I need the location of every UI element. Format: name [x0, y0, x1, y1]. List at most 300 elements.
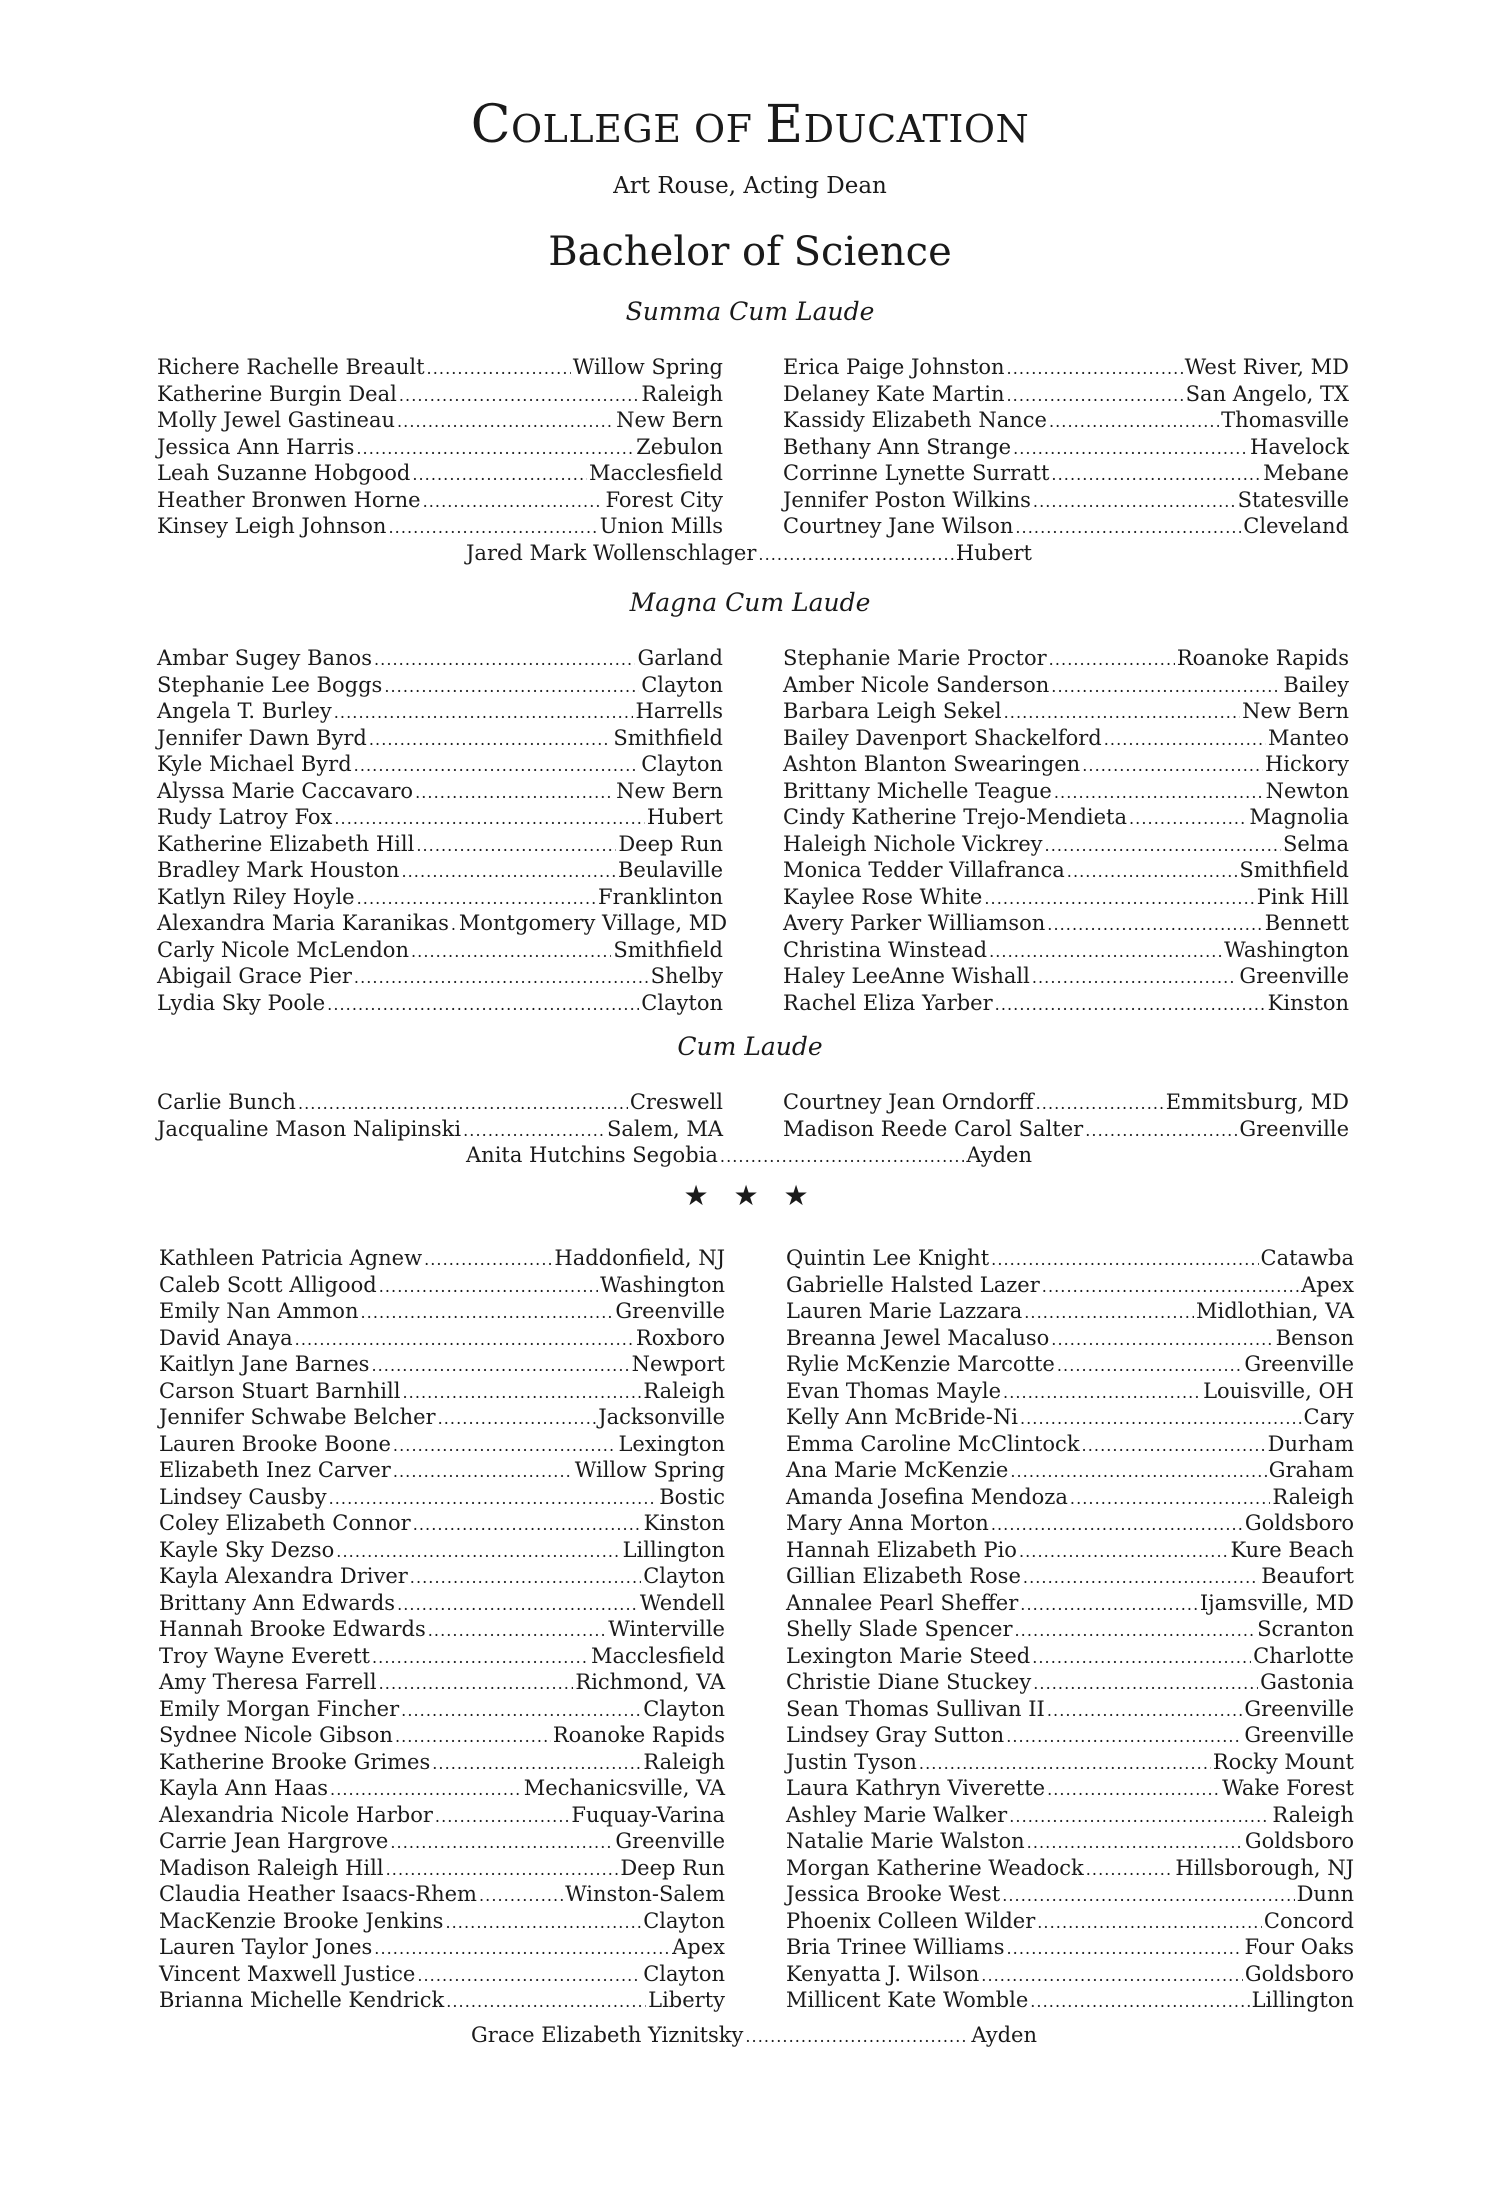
- hometown: San Angelo, TX: [1185, 381, 1349, 406]
- leader-dots: [330, 1777, 522, 1804]
- graduate-entry: [159, 1431, 725, 1458]
- graduate-entry: [157, 990, 723, 1017]
- cum-heading: Cum Laude: [677, 1032, 823, 1061]
- graduate-name: Jessica Brooke West: [786, 1882, 1001, 1906]
- graduate-entry: [157, 354, 723, 381]
- cum-right-column: [783, 1089, 1349, 1142]
- leader-dots: [991, 1512, 1243, 1539]
- leader-dots: [1015, 515, 1241, 542]
- hometown: Greenville: [615, 1299, 725, 1323]
- graduate-entry: [159, 1696, 725, 1723]
- hometown: Midlothian, VA: [1195, 1299, 1354, 1323]
- hometown: Greenville: [615, 1829, 725, 1853]
- graduate-entry: [159, 1404, 725, 1431]
- graduate-entry: [786, 1961, 1354, 1988]
- leader-dots: [435, 1804, 570, 1831]
- hometown: Mechanicsville, VA: [523, 1776, 725, 1800]
- graduate-name: Ashley Marie Walker: [786, 1802, 1008, 1827]
- graduate-name: Bria Trinee Williams: [786, 1935, 1005, 1959]
- graduate-name: Corrinne Lynette Surratt: [783, 461, 1050, 485]
- hometown: Ayden: [966, 1143, 1032, 1167]
- hometown: Kure Beach: [1230, 1537, 1354, 1562]
- graduate-name: Stephanie Lee Boggs: [157, 672, 383, 697]
- leader-dots: [1057, 1353, 1243, 1380]
- graduate-entry: [159, 1934, 725, 1961]
- hometown: Raleigh: [643, 1378, 725, 1403]
- leader-dots: [423, 489, 604, 516]
- dean-line: Art Rouse, Acting Dean: [613, 173, 887, 199]
- graduate-entry: [783, 1116, 1349, 1143]
- graduate-entry: [159, 1855, 725, 1882]
- leader-dots: [1033, 489, 1236, 516]
- graduate-name: Kayla Alexandra Driver: [159, 1564, 408, 1588]
- hometown: Rocky Mount: [1212, 1749, 1354, 1774]
- leader-dots: [1015, 1618, 1256, 1645]
- hometown: Goldsboro: [1244, 1511, 1354, 1535]
- hometown: Emmitsburg, MD: [1165, 1090, 1349, 1114]
- leader-dots: [1027, 1830, 1243, 1857]
- leader-dots: [445, 1910, 641, 1937]
- hometown: Salem, MA: [607, 1116, 723, 1141]
- leader-dots: [1049, 409, 1219, 436]
- hometown: Fuquay-Varina: [571, 1802, 725, 1827]
- leader-dots: [397, 409, 614, 436]
- graduate-name: Christie Diane Stuckey: [786, 1670, 1032, 1694]
- graduate-name: Abigail Grace Pier: [157, 964, 352, 988]
- graduate-name: Bailey Davenport Shackelford: [783, 725, 1102, 750]
- leader-dots: [1045, 833, 1282, 860]
- hometown: Montgomery Village, MD: [458, 911, 728, 935]
- graduate-entry: [786, 1404, 1354, 1431]
- leader-dots: [1070, 1486, 1270, 1513]
- leader-dots: [1006, 1724, 1242, 1751]
- graduate-name: Elizabeth Inez Carver: [159, 1458, 391, 1482]
- graduate-entry: [471, 2022, 1037, 2049]
- graduate-name: Amber Nicole Sanderson: [783, 672, 1050, 697]
- hometown: Catawba: [1260, 1246, 1354, 1270]
- leader-dots: [390, 1830, 613, 1857]
- hometown: Bailey: [1283, 672, 1349, 697]
- graduate-entry: [783, 751, 1349, 778]
- graduate-name: Alyssa Marie Caccavaro: [157, 778, 414, 803]
- leader-dots: [1047, 1698, 1243, 1725]
- graduate-entry: [157, 434, 723, 461]
- graduate-entry: [157, 407, 723, 434]
- hometown: Thomasville: [1221, 408, 1349, 432]
- hometown: Apex: [1301, 1272, 1354, 1297]
- graduate-entry: [786, 1828, 1354, 1855]
- leader-dots: [428, 1618, 606, 1645]
- graduate-name: Stephanie Marie Proctor: [783, 646, 1047, 670]
- hometown: West River, MD: [1184, 355, 1349, 379]
- graduate-entry: [786, 1563, 1354, 1590]
- graduate-name: Jared Mark Wollenschlager: [466, 541, 757, 565]
- hometown: Hubert: [646, 805, 723, 829]
- hometown: Four Oaks: [1244, 1935, 1354, 1959]
- leader-dots: [1007, 1936, 1243, 1963]
- leader-dots: [1024, 1300, 1194, 1327]
- graduate-entry: [783, 513, 1349, 540]
- graduate-entry: [786, 1616, 1354, 1643]
- leader-dots: [1051, 1327, 1273, 1354]
- leader-dots: [379, 1671, 574, 1698]
- hometown: Mebane: [1263, 461, 1349, 485]
- graduate-entry: [157, 831, 723, 858]
- hometown: Liberty: [648, 1988, 725, 2012]
- graduate-entry: [786, 1272, 1354, 1299]
- graduate-name: Rylie McKenzie Marcotte: [786, 1352, 1055, 1376]
- leader-dots: [386, 1857, 619, 1884]
- hometown: Louisville, OH: [1203, 1378, 1354, 1403]
- hometown: Greenville: [1239, 964, 1349, 988]
- leader-dots: [1019, 1539, 1228, 1566]
- graduate-entry: [783, 672, 1349, 699]
- graduate-name: Rudy Latroy Fox: [157, 805, 333, 829]
- summa-heading: Summa Cum Laude: [625, 297, 875, 326]
- graduate-name: Emily Nan Ammon: [159, 1299, 359, 1323]
- graduate-entry: [786, 1749, 1354, 1776]
- graduate-entry: [786, 1881, 1354, 1908]
- graduate-name: Evan Thomas Mayle: [786, 1378, 1002, 1403]
- graduate-name: Gabrielle Halsted Lazer: [786, 1272, 1040, 1297]
- hometown: Hillsborough, NJ: [1175, 1855, 1354, 1880]
- graduate-entry: [783, 354, 1349, 381]
- leader-dots: [1042, 1274, 1299, 1301]
- leader-dots: [1051, 674, 1281, 701]
- graduate-entry: [786, 1855, 1354, 1882]
- magna-left-column: [157, 645, 728, 1016]
- graduate-name: Phoenix Colleen Wilder: [786, 1908, 1036, 1933]
- general-last-entry: [471, 2022, 1037, 2049]
- graduate-entry: [159, 1669, 725, 1696]
- leader-dots: [1010, 1459, 1266, 1486]
- graduate-name: Haley LeeAnne Wishall: [783, 964, 1030, 988]
- graduate-entry: [159, 1245, 725, 1272]
- college-title: COLLEGE OF EDUCATION: [470, 95, 1030, 155]
- hometown: Zebulon: [636, 434, 723, 459]
- graduate-name: Claudia Heather Isaacs-Rhem: [159, 1882, 477, 1906]
- hometown: Harrells: [635, 699, 723, 723]
- summa-last-entry: [466, 540, 1032, 567]
- graduate-entry: [786, 1643, 1354, 1670]
- leader-dots: [1009, 1804, 1270, 1831]
- hometown: Clayton: [641, 990, 723, 1015]
- graduate-name: Jessica Ann Harris: [157, 434, 355, 459]
- graduate-entry: [159, 1828, 725, 1855]
- graduate-name: Kayla Ann Haas: [159, 1776, 329, 1800]
- graduate-entry: [786, 1802, 1354, 1829]
- graduate-name: Leah Suzanne Hobgood: [157, 461, 411, 485]
- graduate-entry: [786, 1484, 1354, 1511]
- hometown: Magnolia: [1249, 805, 1349, 829]
- graduate-entry: [159, 1272, 725, 1299]
- leader-dots: [360, 1300, 613, 1327]
- leader-dots: [1104, 727, 1266, 754]
- graduate-name: Monica Tedder Villafranca: [783, 858, 1065, 882]
- graduate-name: Lauren Brooke Boone: [159, 1431, 391, 1456]
- hometown: Pink Hill: [1256, 884, 1349, 909]
- hometown: Willow Spring: [574, 1458, 725, 1482]
- graduate-entry: [159, 1775, 725, 1802]
- leader-dots: [334, 806, 644, 833]
- graduate-entry: [783, 460, 1349, 487]
- hometown: Clayton: [643, 1564, 725, 1588]
- graduate-name: Carson Stuart Barnhill: [159, 1378, 401, 1403]
- leader-dots: [1037, 1910, 1262, 1937]
- leader-dots: [427, 356, 571, 383]
- leader-dots: [384, 674, 639, 701]
- graduate-name: Lauren Marie Lazzara: [786, 1299, 1023, 1323]
- graduate-name: Rachel Eliza Yarber: [783, 990, 993, 1015]
- hometown: Winston-Salem: [565, 1882, 725, 1906]
- hometown: Greenville: [1244, 1696, 1354, 1721]
- hometown: Cary: [1303, 1405, 1354, 1429]
- hometown: Cleveland: [1243, 514, 1349, 538]
- hometown: Raleigh: [641, 381, 723, 406]
- leader-dots: [298, 1091, 628, 1118]
- graduate-name: Haleigh Nichole Vickrey: [783, 831, 1043, 856]
- hometown: Garland: [637, 646, 723, 670]
- hometown: Dunn: [1296, 1882, 1354, 1906]
- hometown: Raleigh: [643, 1749, 725, 1774]
- graduate-name: Jacqualine Mason Nalipinski: [157, 1116, 462, 1141]
- graduate-entry: [783, 407, 1349, 434]
- leader-dots: [1004, 700, 1241, 727]
- leader-dots: [379, 1274, 598, 1301]
- graduate-entry: [783, 937, 1349, 964]
- graduate-name: Lindsey Gray Sutton: [786, 1723, 1005, 1747]
- graduate-entry: [159, 1881, 725, 1908]
- leader-dots: [413, 1512, 642, 1539]
- leader-dots: [1007, 356, 1183, 383]
- leader-dots: [981, 1963, 1243, 1990]
- graduate-name: Jennifer Schwabe Belcher: [159, 1405, 436, 1429]
- hometown: Clayton: [641, 672, 723, 697]
- leader-dots: [995, 992, 1266, 1019]
- graduate-entry: [159, 1616, 725, 1643]
- graduate-name: Kinsey Leigh Johnson: [157, 514, 387, 538]
- graduate-entry: [159, 1643, 725, 1670]
- graduate-name: Avery Parker Williamson: [783, 911, 1046, 935]
- leader-dots: [1032, 1645, 1251, 1672]
- leader-dots: [1006, 383, 1183, 410]
- graduate-name: Annalee Pearl Sheffer: [786, 1590, 1019, 1615]
- hometown: Jacksonville: [598, 1405, 725, 1429]
- graduate-entry: [783, 831, 1349, 858]
- graduate-name: Emily Morgan Fincher: [159, 1696, 400, 1721]
- graduate-name: Courtney Jane Wilson: [783, 514, 1014, 538]
- graduate-name: Kaitlyn Jane Barnes: [159, 1352, 370, 1376]
- graduate-name: Ana Marie McKenzie: [786, 1458, 1009, 1482]
- magna-right-column: [783, 645, 1349, 1016]
- hometown: Newton: [1265, 778, 1349, 803]
- graduate-name: Richere Rachelle Breault: [157, 355, 425, 379]
- graduate-name: Madison Reede Carol Salter: [783, 1116, 1084, 1141]
- hometown: New Bern: [616, 408, 723, 432]
- graduate-entry: [159, 1590, 725, 1617]
- graduate-entry: [157, 804, 723, 831]
- graduate-entry: [786, 1908, 1354, 1935]
- graduate-name: Troy Wayne Everett: [159, 1643, 370, 1668]
- graduate-name: Justin Tyson: [786, 1749, 917, 1774]
- hometown: Franklinton: [598, 884, 723, 909]
- leader-dots: [1047, 1777, 1220, 1804]
- graduate-entry: [786, 1934, 1354, 1961]
- graduate-name: Hannah Elizabeth Pio: [786, 1537, 1017, 1562]
- graduate-entry: [157, 857, 723, 884]
- general-left-column: [159, 1245, 725, 2014]
- leader-dots: [1030, 1989, 1249, 2016]
- hometown: Kinston: [643, 1511, 725, 1535]
- graduate-name: Lauren Taylor Jones: [159, 1935, 373, 1959]
- leader-dots: [424, 1247, 552, 1274]
- graduate-entry: [786, 1457, 1354, 1484]
- graduate-name: Emma Caroline McClintock: [786, 1431, 1080, 1456]
- graduate-name: Carlie Bunch: [157, 1090, 296, 1114]
- graduate-name: Katherine Elizabeth Hill: [157, 831, 415, 856]
- hometown: Shelby: [650, 964, 723, 988]
- graduate-name: Barbara Leigh Sekel: [783, 699, 1002, 723]
- leader-dots: [446, 1989, 646, 2016]
- hometown: Benson: [1275, 1325, 1354, 1350]
- graduate-name: Christina Winstead: [783, 937, 988, 962]
- hometown: Raleigh: [1272, 1802, 1354, 1827]
- graduate-entry: [466, 1142, 1032, 1169]
- graduate-entry: [157, 513, 723, 540]
- leader-dots: [1002, 1883, 1294, 1910]
- graduate-entry: [159, 1378, 725, 1405]
- graduate-name: Millicent Kate Womble: [786, 1988, 1029, 2012]
- leader-dots: [417, 1963, 641, 1990]
- leader-dots: [354, 965, 649, 992]
- graduate-entry: [786, 1510, 1354, 1537]
- graduate-name: Breanna Jewel Macaluso: [786, 1325, 1050, 1350]
- graduate-name: Delaney Kate Martin: [783, 381, 1005, 406]
- hometown: Raleigh: [1272, 1484, 1354, 1509]
- graduate-name: Kelly Ann McBride-Ni: [786, 1405, 1018, 1429]
- leader-dots: [295, 1327, 634, 1354]
- graduate-entry: [157, 725, 723, 752]
- leader-dots: [393, 1433, 617, 1460]
- graduate-entry: [157, 963, 723, 990]
- leader-dots: [1013, 436, 1248, 463]
- leader-dots: [374, 647, 635, 674]
- graduate-entry: [157, 672, 723, 699]
- graduate-name: Vincent Maxwell Justice: [159, 1961, 416, 1986]
- leader-dots: [720, 1144, 965, 1171]
- graduate-entry: [786, 1351, 1354, 1378]
- leader-dots: [1033, 1671, 1258, 1698]
- hometown: Lillington: [622, 1537, 725, 1562]
- graduate-name: Grace Elizabeth Yiznitsky: [471, 2023, 744, 2047]
- leader-dots: [1129, 806, 1247, 833]
- hometown: Goldsboro: [1244, 1829, 1354, 1853]
- leader-dots: [402, 1380, 641, 1407]
- graduate-name: Kassidy Elizabeth Nance: [783, 408, 1047, 432]
- hometown: Greenville: [1239, 1116, 1349, 1141]
- magna-heading: Magna Cum Laude: [629, 588, 871, 617]
- hometown: Ayden: [971, 2023, 1037, 2047]
- hometown: Havelock: [1250, 434, 1349, 459]
- hometown: Macclesfield: [588, 461, 723, 485]
- graduate-entry: [159, 1563, 725, 1590]
- hometown: Bennett: [1264, 911, 1349, 935]
- hometown: Lillington: [1251, 1988, 1354, 2012]
- graduate-name: Lindsey Causby: [159, 1484, 327, 1509]
- leader-dots: [399, 383, 640, 410]
- graduate-entry: [783, 963, 1349, 990]
- leader-dots: [479, 1883, 563, 1910]
- hometown: Smithfield: [613, 937, 723, 962]
- graduate-name: Katherine Brooke Grimes: [159, 1749, 431, 1774]
- graduate-entry: [783, 990, 1349, 1017]
- graduate-name: Katherine Burgin Deal: [157, 381, 397, 406]
- hometown: Concord: [1263, 1908, 1354, 1933]
- hometown: Washington: [600, 1272, 725, 1297]
- leader-dots: [356, 436, 634, 463]
- graduate-name: MacKenzie Brooke Jenkins: [159, 1908, 444, 1933]
- graduate-entry: [783, 804, 1349, 831]
- leader-dots: [432, 1751, 641, 1778]
- graduate-name: Alexandria Nicole Harbor: [159, 1802, 433, 1827]
- summa-left-column: [157, 354, 723, 540]
- graduate-name: Angela T. Burley: [157, 699, 332, 723]
- graduate-name: Erica Paige Johnston: [783, 355, 1005, 379]
- leader-dots: [415, 780, 614, 807]
- leader-dots: [401, 1698, 641, 1725]
- hometown: Scranton: [1257, 1617, 1354, 1641]
- graduate-name: Quintin Lee Knight: [786, 1246, 990, 1270]
- graduate-name: Jennifer Poston Wilkins: [783, 487, 1031, 512]
- graduate-entry: [159, 1987, 725, 2014]
- graduate-name: Ashton Blanton Swearingen: [783, 752, 1081, 776]
- hometown: Roanoke Rapids: [552, 1723, 725, 1747]
- hometown: Creswell: [629, 1090, 723, 1114]
- graduate-name: Caleb Scott Alligood: [159, 1272, 377, 1297]
- hometown: Apex: [672, 1935, 725, 1959]
- leader-dots: [1047, 912, 1263, 939]
- hometown: Beaufort: [1261, 1564, 1354, 1588]
- graduate-entry: [159, 1351, 725, 1378]
- graduate-entry: [783, 434, 1349, 461]
- graduate-entry: [159, 1325, 725, 1352]
- hometown: Haddonfield, NJ: [554, 1246, 725, 1270]
- hometown: Washington: [1224, 937, 1349, 962]
- graduate-name: Carrie Jean Hargrove: [159, 1829, 389, 1853]
- leader-dots: [1054, 780, 1264, 807]
- hometown: Bostic: [659, 1484, 725, 1509]
- graduate-entry: [157, 460, 723, 487]
- leader-dots: [372, 1645, 589, 1672]
- leader-dots: [393, 1459, 573, 1486]
- graduate-entry: [157, 645, 723, 672]
- graduate-entry: [157, 751, 723, 778]
- graduate-name: Kaylee Rose White: [783, 884, 983, 909]
- graduate-entry: [159, 1298, 725, 1325]
- hometown: Graham: [1268, 1458, 1354, 1482]
- graduate-entry: [157, 937, 723, 964]
- graduate-entry: [786, 1722, 1354, 1749]
- hometown: Roanoke Rapids: [1176, 646, 1349, 670]
- graduate-entry: [786, 1987, 1354, 2014]
- hometown: New Bern: [616, 778, 723, 803]
- cum-last-entry: [466, 1142, 1032, 1169]
- general-right-column: [786, 1245, 1354, 2014]
- leader-dots: [438, 1406, 597, 1433]
- graduate-entry: [159, 1722, 725, 1749]
- graduate-name: Madison Raleigh Hill: [159, 1855, 384, 1880]
- graduate-name: Ambar Sugey Banos: [157, 646, 372, 670]
